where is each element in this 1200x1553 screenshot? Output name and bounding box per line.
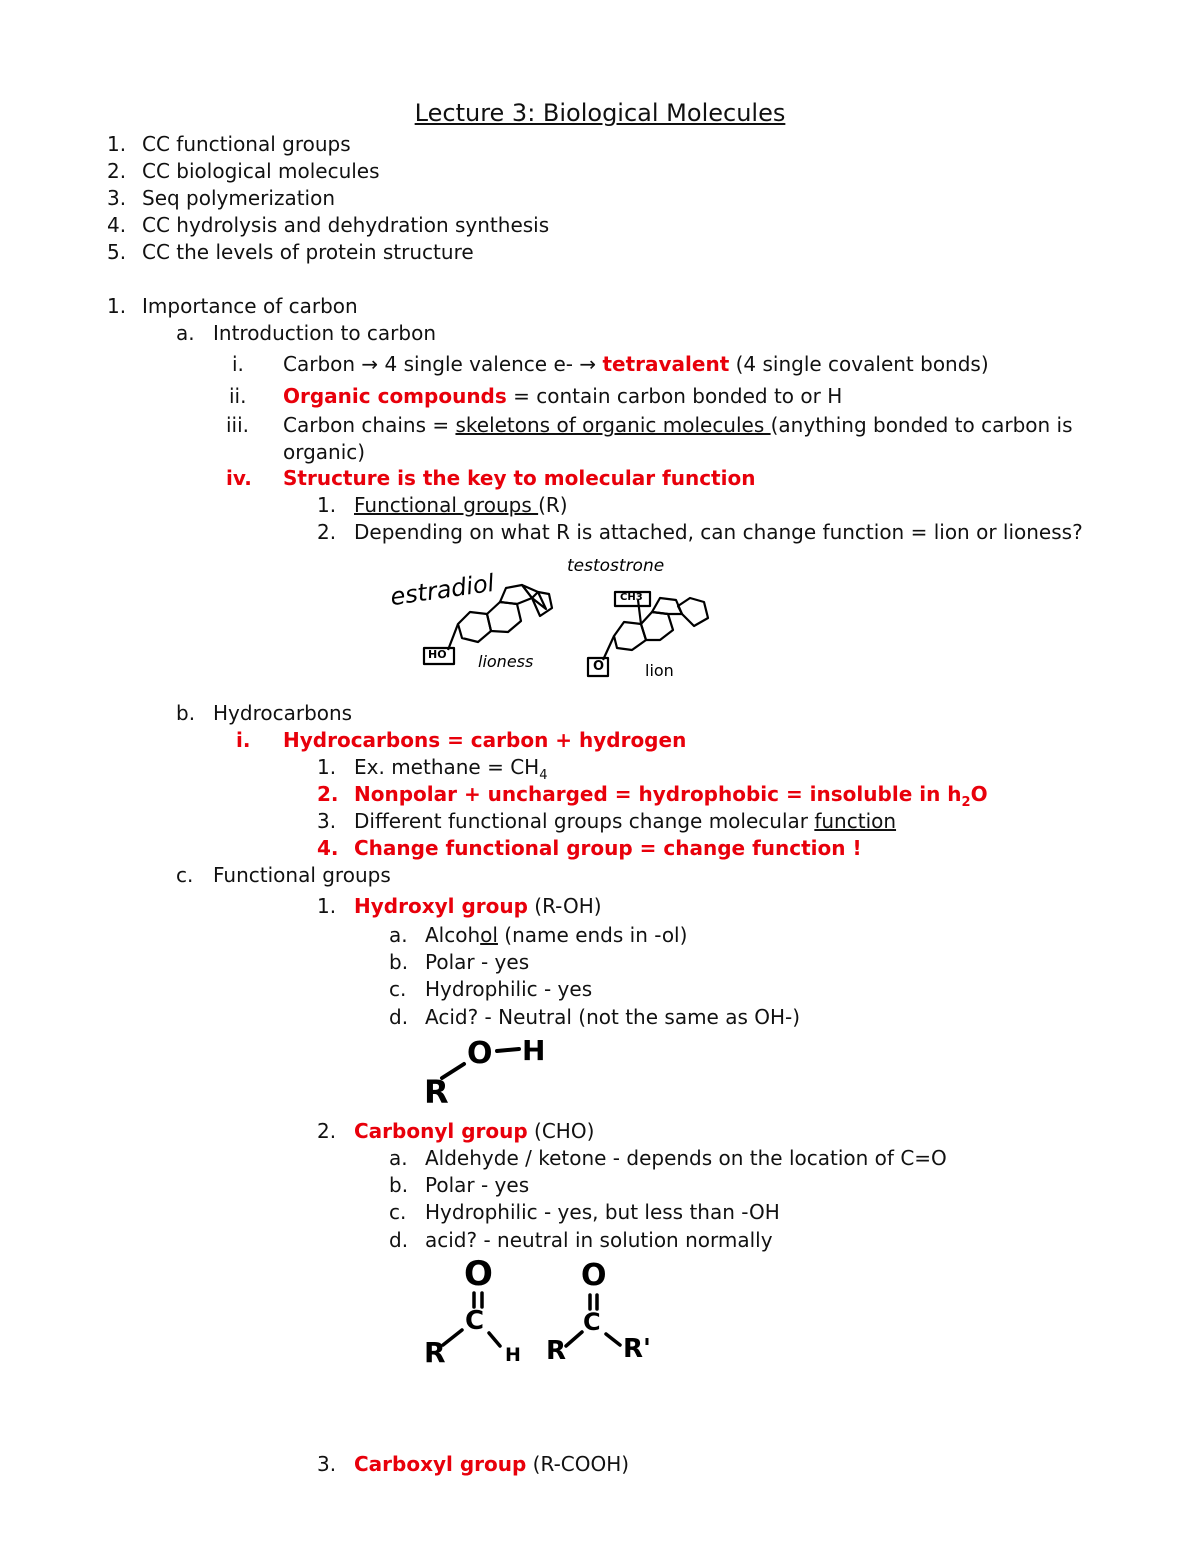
item-marker: iv. bbox=[226, 466, 252, 490]
text-run: (anything bonded to carbon is bbox=[770, 413, 1073, 437]
list-item: CC the levels of protein structure bbox=[142, 240, 474, 264]
list-number: 4. bbox=[317, 836, 339, 860]
prop-marker: c. bbox=[389, 977, 407, 1001]
carbon-atom: C bbox=[583, 1308, 601, 1336]
list-number: 3. bbox=[107, 186, 127, 210]
group-formula: (CHO) bbox=[527, 1119, 595, 1143]
text-run: Nonpolar + uncharged = hydrophobic = insoluble in h bbox=[354, 782, 962, 806]
r-group: R bbox=[424, 1336, 446, 1369]
list-item: Seq polymerization bbox=[142, 186, 336, 210]
estradiol-label: estradiol bbox=[388, 568, 496, 612]
subsection-marker: c. bbox=[176, 863, 194, 887]
subsection-heading: Functional groups bbox=[213, 863, 391, 887]
hydrogen-atom: H bbox=[505, 1344, 521, 1366]
group-formula: (R-OH) bbox=[527, 894, 602, 918]
section-number: 1. bbox=[107, 294, 127, 318]
prop-marker: d. bbox=[389, 1228, 409, 1252]
oxygen-box-text: O bbox=[593, 659, 605, 674]
methyl-box-text: CH3 bbox=[620, 592, 643, 603]
text-run: Carbon → 4 single valence e- → bbox=[283, 352, 603, 376]
highlight-line: Hydrocarbons = carbon + hydrogen bbox=[283, 728, 687, 752]
underlined-term: Functional groups bbox=[354, 493, 539, 517]
prop-line: Polar - yes bbox=[425, 1173, 530, 1197]
list-number: 4. bbox=[107, 213, 127, 237]
text-run: (4 single covalent bonds) bbox=[729, 352, 989, 376]
text-run: Alcoh bbox=[425, 923, 481, 947]
oxygen-atom: O bbox=[581, 1258, 607, 1293]
highlight-term: Organic compounds bbox=[283, 384, 507, 408]
outline-line-continued: organic) bbox=[283, 440, 366, 464]
list-item: CC biological molecules bbox=[142, 159, 380, 183]
prop-line: Polar - yes bbox=[425, 950, 530, 974]
item-marker: ii. bbox=[229, 384, 247, 408]
prop-marker: b. bbox=[389, 1173, 409, 1197]
subsection-heading: Introduction to carbon bbox=[213, 321, 436, 345]
subscript: 4 bbox=[539, 768, 548, 783]
group-name: Carbonyl group bbox=[354, 1119, 528, 1143]
group-name: Carboxyl group bbox=[354, 1452, 527, 1476]
subsection-heading: Hydrocarbons bbox=[213, 701, 353, 725]
text-run: (name ends in -ol) bbox=[497, 923, 688, 947]
oxygen-atom: O bbox=[464, 1254, 493, 1294]
r-group: R bbox=[424, 1073, 449, 1111]
text-run: O bbox=[970, 782, 988, 806]
prop-marker: a. bbox=[389, 923, 408, 947]
text-run: Carbon chains = bbox=[283, 413, 456, 437]
hydrogen-atom: H bbox=[522, 1034, 546, 1067]
testosterone-label: testostrone bbox=[567, 556, 665, 576]
subscript: 2 bbox=[961, 795, 971, 810]
prop-marker: b. bbox=[389, 950, 409, 974]
list-number: 2. bbox=[107, 159, 127, 183]
list-number: 2. bbox=[317, 782, 339, 806]
list-number: 2. bbox=[317, 1119, 337, 1143]
prop-line: Hydrophilic - yes bbox=[425, 977, 593, 1001]
list-number: 3. bbox=[317, 809, 337, 833]
item-marker: i. bbox=[236, 728, 251, 752]
item-marker: iii. bbox=[226, 413, 250, 437]
list-number: 1. bbox=[317, 493, 337, 517]
prop-line: Hydrophilic - yes, but less than -OH bbox=[425, 1200, 780, 1224]
prop-marker: c. bbox=[389, 1200, 407, 1224]
list-number: 1. bbox=[317, 755, 337, 779]
lion-label: lion bbox=[645, 661, 674, 680]
prop-marker: a. bbox=[389, 1146, 408, 1170]
highlight-line: Structure is the key to molecular function bbox=[283, 466, 756, 490]
list-number: 3. bbox=[317, 1452, 337, 1476]
group-name: Hydroxyl group bbox=[354, 894, 528, 918]
prop-marker: d. bbox=[389, 1005, 409, 1029]
underlined-term: function bbox=[814, 809, 897, 833]
subsection-marker: a. bbox=[176, 321, 195, 345]
text-run: Different functional groups change molecular bbox=[354, 809, 815, 833]
list-item: CC hydrolysis and dehydration synthesis bbox=[142, 213, 550, 237]
r-prime-group: R' bbox=[623, 1334, 651, 1364]
highlight-term: tetravalent bbox=[602, 352, 730, 376]
list-number: 5. bbox=[107, 240, 127, 264]
r-group: R bbox=[546, 1336, 567, 1366]
list-number: 1. bbox=[107, 132, 127, 156]
underlined-term: skeletons of organic molecules bbox=[455, 413, 771, 437]
group-formula: (R-COOH) bbox=[526, 1452, 630, 1476]
underlined-term: ol bbox=[480, 923, 498, 947]
lioness-label: lioness bbox=[478, 652, 534, 671]
section-heading: Importance of carbon bbox=[142, 294, 358, 318]
group-heading bbox=[354, 1451, 629, 1477]
text-run: = contain carbon bonded to or H bbox=[506, 384, 843, 408]
highlight-line: Change functional group = change function ! bbox=[354, 836, 862, 860]
prop-line: Aldehyde / ketone - depends on the location of C=O bbox=[425, 1146, 947, 1170]
text-run: (R) bbox=[538, 493, 568, 517]
text-run: Ex. methane = CH bbox=[354, 755, 540, 779]
hydroxyl-box-text: HO bbox=[428, 648, 447, 661]
list-number: 1. bbox=[317, 894, 337, 918]
item-marker: i. bbox=[232, 352, 244, 376]
page-title: Lecture 3: Biological Molecules bbox=[414, 99, 786, 127]
prop-line: acid? - neutral in solution normally bbox=[425, 1228, 773, 1252]
prop-line: Acid? - Neutral (not the same as OH-) bbox=[425, 1005, 801, 1029]
outline-line: Depending on what R is attached, can change function = lion or lioness? bbox=[354, 520, 1083, 544]
carbon-atom: C bbox=[465, 1306, 485, 1336]
list-item: CC functional groups bbox=[142, 132, 351, 156]
list-number: 2. bbox=[317, 520, 337, 544]
subsection-marker: b. bbox=[176, 701, 196, 725]
oxygen-atom: O bbox=[467, 1036, 493, 1071]
